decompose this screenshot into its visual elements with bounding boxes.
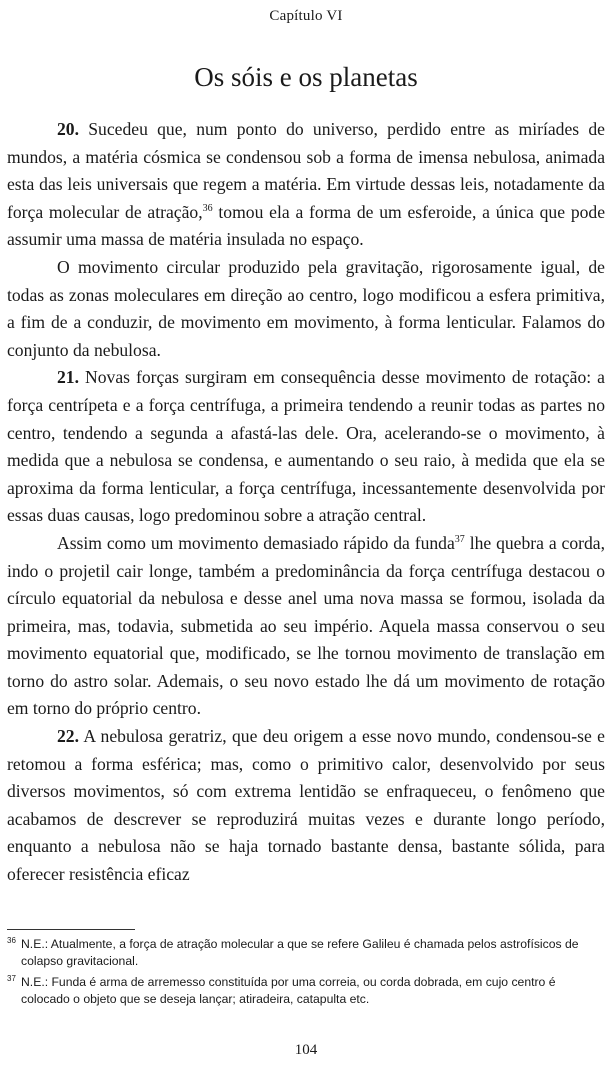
paragraph-number: 22. bbox=[57, 726, 79, 747]
paragraph-21 bbox=[7, 364, 605, 530]
paragraph-number: 21. bbox=[57, 367, 79, 388]
paragraph-20-continued bbox=[7, 254, 605, 364]
paragraph-text: Novas forças surgiram em consequência desse movimento de rotação: a força centrípeta e a força centrífuga, a primeira tendendo a reunir todas as partes no centro, tendendo a segunda a afastá-las dele. Ora, acelerando-se o movimento, à medida que a nebulosa se condensa, e aumentando o seu raio, à medida que ela se aproxima da forma lenticular, a força centrífuga, incessantemente desenvolvida por essas duas causas, logo predominou sobre a atração central. bbox=[7, 367, 605, 526]
paragraph-text: tomou ela a forma de um esferoide, a única que pode assumir uma massa de matéria insulada no espaço. bbox=[7, 201, 606, 250]
chapter-title: Os sóis e os planetas bbox=[194, 62, 418, 92]
paragraph-22 bbox=[7, 723, 605, 889]
footnote-37 bbox=[7, 974, 605, 1007]
paragraph-number: 20. bbox=[57, 119, 79, 139]
footnote-number: 36 bbox=[7, 936, 16, 945]
paragraph-text: O movimento circular produzido pela gravitação, rigorosamente igual, de todas as zonas moleculares em direção ao centro, logo modificou a esfera primitiva, a fim de a conduzir, de movimento em movimento, à forma lenticular. Falamos do conjunto da nebulosa. bbox=[7, 256, 605, 360]
paragraph-text: A nebulosa geratriz, que deu origem a esse novo mundo, condensou-se e retomou a forma esférica; mas, como o primitivo calor, desenvolvido por seus diversos movimentos, só com extrema lentidão se enfraqueceu, o fenômeno que acabamos de descrever se reproduzirá muitas vezes e durante longo período, enquanto a nebulosa não se haja tornado bastante densa, bastante sólida, para oferecer resistência eficaz bbox=[7, 726, 605, 885]
paragraph-text: Assim como um movimento demasiado rápido da funda bbox=[57, 532, 455, 553]
running-head: Capítulo VI bbox=[269, 8, 343, 24]
footnote-separator bbox=[7, 929, 135, 930]
paragraph-21-continued bbox=[7, 530, 605, 723]
footnotes bbox=[7, 936, 605, 1012]
footnote-text: N.E.: Atualmente, a força de atração molecular a que se refere Galileu é chamada pelos astrofísicos de colapso gravitacional. bbox=[21, 937, 579, 968]
footnote-36 bbox=[7, 936, 605, 969]
paragraph-text: Sucedeu que, num ponto do universo, perdido entre as miríades de mundos, a matéria cósmica se condensou sob a forma de imensa nebulosa, animada esta das leis universais que regem a matéria. Em virtude dessas leis, notadamente da força molecular de atração, bbox=[7, 119, 605, 222]
paragraph-20 bbox=[7, 116, 605, 254]
paragraph-text: lhe quebra a corda, indo o projetil cair longe, também a predominância da força centrífuga destacou o círculo equatorial da nebulosa e desse anel uma nova massa se formou, isolada da primeira, mas, todavia, submetida ao seu império. Aquela massa conservou o seu movimento equatorial que, modificado, se lhe tornou movimento de translação em torno do astro solar. Ademais, o seu novo estado lhe dá um movimento de rotação em torno do próprio centro. bbox=[7, 532, 606, 719]
footnote-ref-36[interactable]: 36 bbox=[202, 202, 213, 214]
body-text bbox=[7, 116, 605, 889]
footnote-number: 37 bbox=[7, 974, 16, 983]
footnote-ref-37[interactable]: 37 bbox=[454, 534, 465, 546]
footnote-text: N.E.: Funda é arma de arremesso constituída por uma correia, ou corda dobrada, em cujo centro é colocado o objeto que se deseja lançar; atiradeira, catapulta etc. bbox=[21, 975, 556, 1006]
page-number: 104 bbox=[294, 1042, 318, 1058]
